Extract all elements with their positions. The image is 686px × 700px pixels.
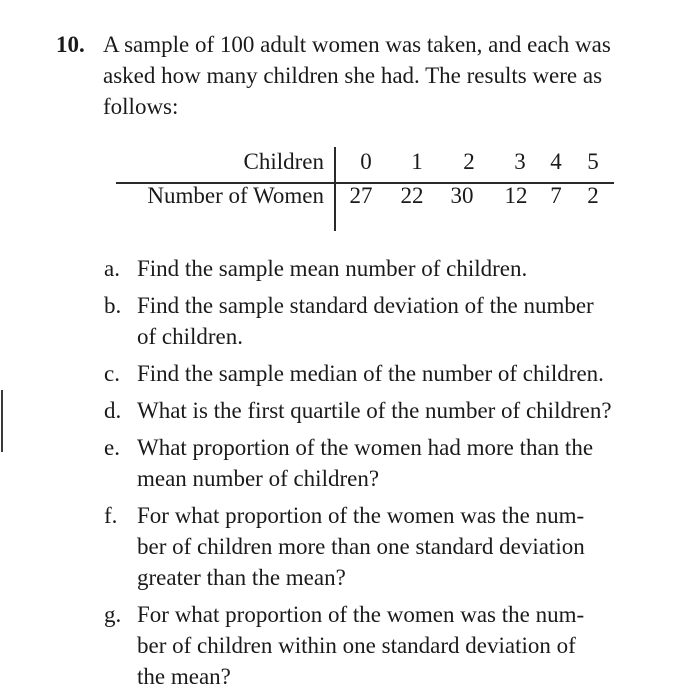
row-header-number-of-women: Number of Women <box>147 183 324 208</box>
row-header-children: Children <box>243 149 324 174</box>
part-text <box>137 500 650 593</box>
margin-rule <box>1 390 3 452</box>
part-text <box>137 395 650 426</box>
part-letter: d. <box>104 398 122 423</box>
part-letter: b. <box>104 293 122 318</box>
part-text <box>137 599 650 692</box>
problem-line: follows: <box>103 94 179 119</box>
children-cell: 3 <box>514 149 526 174</box>
problem-number: 10. <box>56 32 85 57</box>
children-cell: 4 <box>550 149 562 174</box>
part-line: For what proportion of the women was the num- <box>137 503 585 528</box>
part-text <box>137 432 650 494</box>
women-cell: 22 <box>400 183 424 208</box>
part-line: Find the sample standard deviation of the number <box>137 293 594 318</box>
women-cell: 7 <box>550 183 562 208</box>
part-line: What proportion of the women had more than the <box>137 435 594 460</box>
children-cell: 5 <box>587 149 599 174</box>
problem-line: asked how many children she had. The results were as <box>103 63 603 88</box>
part-line: the mean? <box>137 664 231 689</box>
women-cell: 12 <box>504 183 528 208</box>
part-a <box>100 253 650 284</box>
part-text <box>137 290 650 352</box>
problem-line: A sample of 100 adult women was taken, and each was <box>103 32 611 57</box>
children-cell: 1 <box>411 149 423 174</box>
part-line: of children. <box>137 324 244 349</box>
question-parts <box>100 253 650 698</box>
part-letter: g. <box>104 602 122 627</box>
part-line: Find the sample mean number of children. <box>137 256 528 281</box>
part-e <box>100 432 650 494</box>
children-cell: 2 <box>463 149 475 174</box>
part-d <box>100 395 650 426</box>
part-line: ber of children more than one standard deviation <box>137 534 585 559</box>
women-cell: 30 <box>450 183 474 208</box>
children-cell: 0 <box>360 149 372 174</box>
part-b <box>100 290 650 352</box>
women-cell: 2 <box>587 183 599 208</box>
part-letter: a. <box>104 256 120 281</box>
part-text <box>137 253 650 284</box>
frequency-table <box>116 147 614 231</box>
part-g <box>100 599 650 692</box>
part-letter: e. <box>104 435 120 460</box>
part-letter: c. <box>104 361 120 386</box>
part-letter: f. <box>104 503 118 528</box>
part-line: What is the first quartile of the number of children? <box>137 398 612 423</box>
part-c <box>100 358 650 389</box>
part-line: ber of children within one standard deviation of <box>137 633 576 658</box>
part-line: Find the sample median of the number of children. <box>137 361 604 386</box>
part-line: For what proportion of the women was the num- <box>137 602 585 627</box>
part-line: mean number of children? <box>137 466 380 491</box>
problem-statement <box>103 29 643 122</box>
table-vertical-rule <box>334 147 336 231</box>
part-line: greater than the mean? <box>137 565 346 590</box>
part-text <box>137 358 650 389</box>
women-cell: 27 <box>349 183 373 208</box>
part-f <box>100 500 650 593</box>
